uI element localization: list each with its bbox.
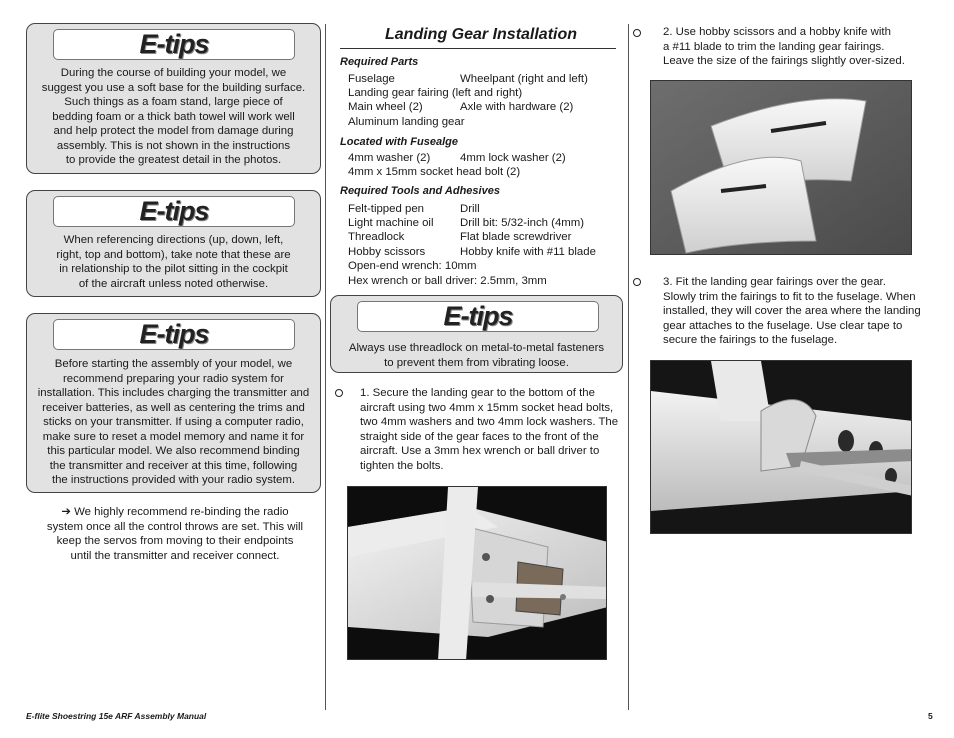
located-row: 4mm washer (2) 4mm lock washer (2)	[348, 152, 566, 164]
etip-line: assembly. This is not shown in the instructions	[56, 139, 291, 152]
etip-box-directions	[26, 190, 321, 297]
etip-line: make sure to reset a model memory and name it for	[42, 430, 305, 443]
etip-logo-frame	[53, 196, 295, 227]
etip-logo-frame	[53, 29, 295, 60]
etip-line: When referencing directions (up, down, left,	[63, 234, 284, 246]
title-rule	[340, 48, 616, 49]
rebind-note	[30, 505, 320, 563]
etip-box-threadlock	[330, 295, 623, 373]
step-checkbox-3	[633, 278, 641, 286]
etip-line: sticks on your transmitter. If using a computer radio,	[43, 416, 304, 428]
fairing-fitted-illustration	[651, 361, 912, 534]
step-checkbox-2	[633, 29, 641, 37]
tools-row: Light machine oil Drill bit: 5/32-inch (4mm)	[348, 217, 585, 229]
tools-row: Hex wrench or ball driver: 2.5mm, 3mm	[348, 275, 547, 287]
located-with-heading: Located with Fusealge	[340, 136, 458, 148]
etip-line: and help protect the model from damage during	[53, 125, 294, 137]
etip-logo: E-tips	[443, 301, 513, 331]
tools-row: Threadlock Flat blade screwdriver	[348, 231, 572, 243]
located-row: 4mm x 15mm socket head bolt (2)	[348, 166, 521, 178]
etip-box-soft-base	[26, 23, 321, 174]
etip-box-radio-prep	[26, 313, 321, 493]
required-parts-heading: Required Parts	[340, 56, 419, 68]
etip-line: receiver batteries, as well as centering the trims and	[42, 401, 305, 414]
etip-logo-frame	[53, 319, 295, 350]
etip-logo: E-tips	[139, 319, 209, 349]
parts-row: Main wheel (2) Axle with hardware (2)	[348, 101, 574, 113]
page-number: 5	[928, 711, 933, 721]
fairing-fitted-photo	[650, 360, 912, 534]
etip-line: recommend preparing your radio system for	[63, 372, 284, 385]
tools-row: Felt-tipped pen Drill	[348, 203, 480, 215]
parts-row: Landing gear fairing (left and right)	[348, 87, 523, 99]
etip-line: installation. This includes charging the transmitter and	[37, 387, 310, 399]
etip-line: Always use threadlock on metal-to-metal fasteners	[348, 342, 605, 354]
etip-line: bedding foam or a thick bath towel will work well	[52, 110, 295, 123]
column-divider-right	[628, 24, 629, 710]
parts-row: Fuselage Wheelpant (right and left)	[348, 73, 588, 85]
etip-line: Such things as a foam stand, large piece of	[64, 96, 283, 108]
etip-line: to provide the greatest detail in the photos.	[65, 154, 282, 166]
step-2-text: 2. Use hobby scissors and a hobby knife with a #11 blade to trim the landing gear fairings. Leave the size of the fairings slightly over-sized.	[663, 26, 905, 67]
footer-manual-title: E-flite Shoestring 15e ARF Assembly Manual	[26, 711, 207, 721]
step-3-text: 3. Fit the landing gear fairings over the gear. Slowly trim the fairings to fit to the fuselage. When installed, they will cover the area where the landing gear attaches to the fuselage. Use clear tape to secure the fairings to the fuselage.	[663, 276, 921, 346]
landing-gear-illustration	[348, 487, 607, 660]
tools-row: Open-end wrench: 10mm	[348, 260, 477, 272]
etip-line: the instructions provided with your radio system.	[51, 474, 296, 486]
etip-line: suggest you use a soft base for the building surface.	[41, 81, 306, 94]
etip-line: Before starting the assembly of your model, we	[54, 358, 293, 370]
note-line: system once all the control throws are set. This will	[46, 520, 304, 533]
etip-logo-frame	[357, 301, 599, 332]
parts-row: Aluminum landing gear	[348, 116, 465, 128]
etip-line: to prevent them from vibrating loose.	[384, 356, 569, 369]
etip-text	[33, 233, 314, 291]
etip-line: this particular model. We also recommend binding	[47, 445, 300, 457]
etip-line: the transmitter and receiver at this time, following	[49, 459, 298, 472]
etip-logo: E-tips	[139, 196, 209, 226]
fairings-illustration	[651, 81, 912, 255]
note-line: until the transmitter and receiver connect.	[70, 549, 280, 562]
tools-heading: Required Tools and Adhesives	[340, 185, 500, 197]
step-1-text: 1. Secure the landing gear to the bottom of the aircraft using two 4mm x 15mm socket head bolts, two 4mm washers and two 4mm lock washers. The straight side of the gear faces to the front of the aircraft. Use a 3mm hex wrench or ball driver to tighten the bolts.	[360, 387, 619, 472]
tools-row: Hobby scissors Hobby knife with #11 blade	[348, 246, 596, 258]
etip-text	[33, 66, 314, 168]
etip-text	[33, 357, 314, 488]
etip-line: of the aircraft unless noted otherwise.	[78, 277, 269, 290]
step-checkbox-1	[335, 389, 343, 397]
landing-gear-photo	[347, 486, 607, 660]
etip-line: in relationship to the pilot sitting in the cockpit	[59, 263, 288, 275]
column-divider-left	[325, 24, 326, 710]
arrow-icon: ➔	[61, 506, 71, 518]
etip-logo: E-tips	[139, 29, 209, 59]
etip-text	[337, 341, 616, 370]
fairings-photo	[650, 80, 912, 255]
etip-line: During the course of building your model, we	[60, 67, 287, 79]
etip-line: right, top and bottom), take note that these are	[56, 248, 291, 261]
note-line: keep the servos from moving to their endpoints	[56, 535, 294, 547]
note-text: We highly recommend re-binding the radio	[74, 506, 289, 518]
note-line	[30, 505, 320, 520]
section-title: Landing Gear Installation	[385, 26, 578, 43]
